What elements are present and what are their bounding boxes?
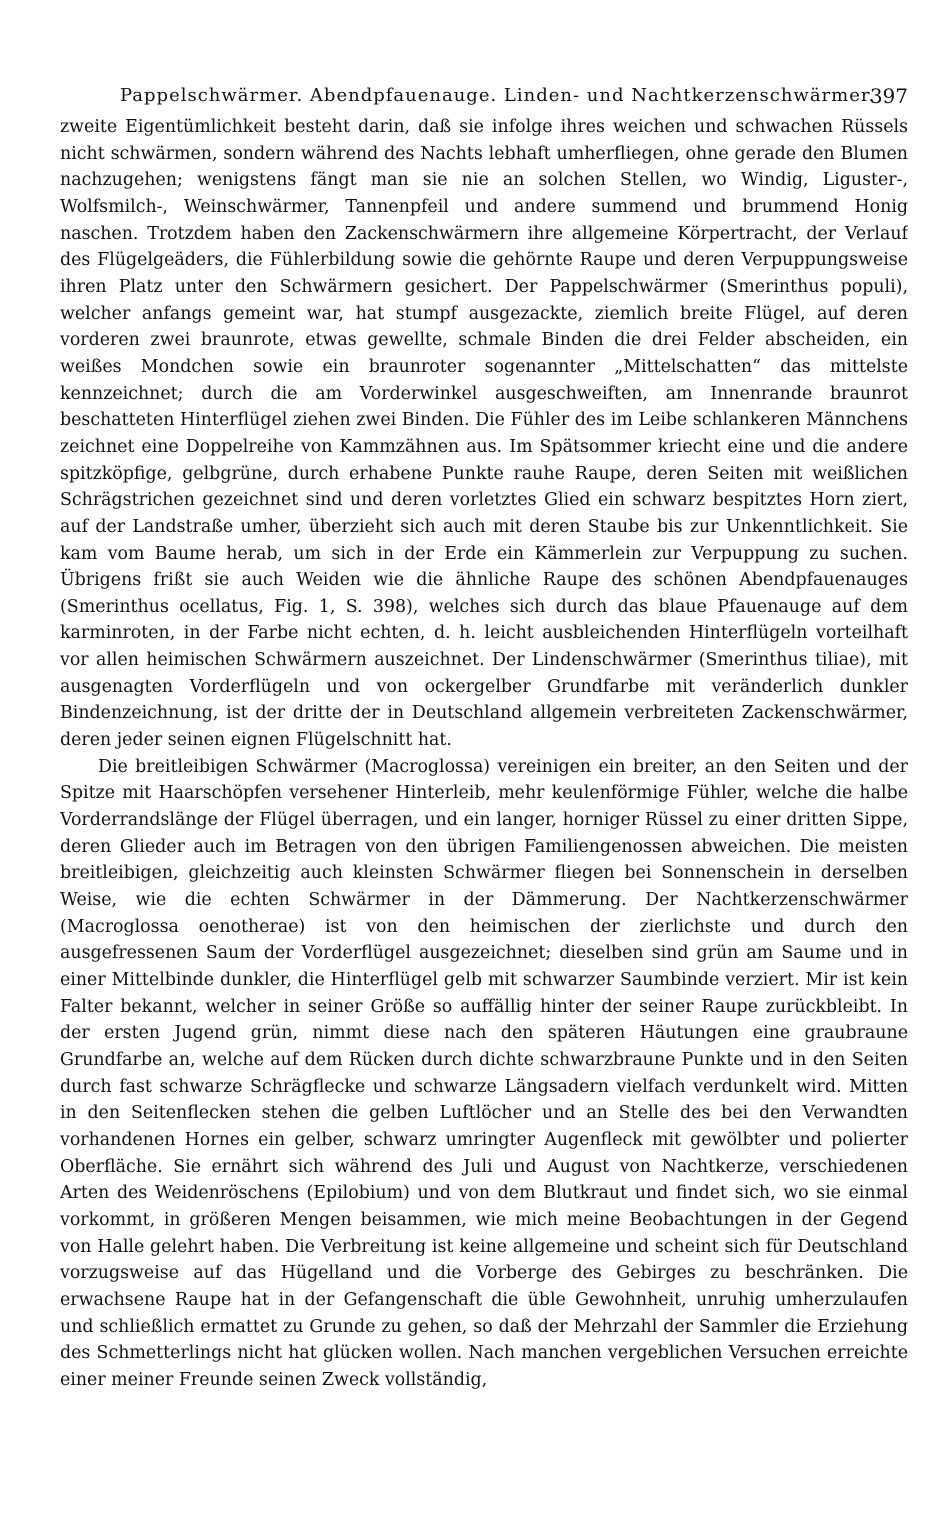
paragraph-macroglossa: Die breitleibigen Schwärmer (Macroglossa) vereinigen ein breiter, an den Seiten und der Spitze mit Haarschöpfen versehener Hinterleib, mehr keulenförmige Fühler, welche die halbe Vorderrandslänge der Flügel überragen, und ein langer, horniger Rüssel zu einer dritten Sippe, deren Glieder auch im Betragen von den übrigen Familiengenossen abweichen. Die meisten breitleibigen, gleichzeitig auch kleinsten Schwärmer fliegen bei Sonnenschein in derselben Weise, wie die echten Schwärmer in der Dämmerung. Der Nachtkerzenschwärmer (Macroglossa oenotherae) ist von den heimischen der zierlichste und durch den ausgefressenen Saum der Vorderflügel ausgezeichnet; dieselben sind grün am Saume und in einer Mittelbinde dunkler, die Hinterflügel gelb mit schwarzer Saumbinde verziert. Mir ist kein Falter bekannt, welcher in seiner Größe so auffällig hinter der seiner Raupe zurückbleibt. In der ersten Jugend grün, nimmt diese nach den späteren Häutungen eine graubraune Grundfarbe an, welche auf dem Rücken durch dichte schwarzbraune Punkte und in den Seiten durch fast schwarze Schrägflecke und schwarze Längsadern vielfach verdunkelt wird. Mitten in den Seitenflecken stehen die gelben Luftlöcher und an Stelle des bei den Verwandten vorhandenen Hornes ein gelber, schwarz umringter Augenfleck mit gewölbter und polierter Oberfläche. Sie ernährt sich während des Juli und August von Nachtkerze, verschiedenen Arten des Weidenröschens (Epilobium) und von dem Blutkraut und findet sich, wo sie einmal vorkommt, in größeren Mengen beisammen, wie mich meine Beobachtungen in der Gegend von Halle gelehrt haben. Die Verbreitung ist keine allgemeine und scheint sich für Deutschland vorzugsweise auf das Hügelland und die Vorberge des Gebirges zu beschränken. Die erwachsene Raupe hat in der Gefangenschaft die üble Gewohnheit, unruhig umherzulaufen und schließlich ermattet zu Grunde zu gehen, so daß der Mehrzahl der Sammler die Erziehung des Schmetterlings nicht hat glücken wollen. Nach manchen vergeblichen Versuchen erreichte einer meiner Freunde seinen Zweck vollständig, xyxy=(60,756,908,1390)
body-text xyxy=(60,114,908,1394)
running-head xyxy=(60,78,908,114)
paragraph-continued: zweite Eigentümlichkeit besteht darin, daß sie infolge ihres weichen und schwachen Rüssels nicht schwärmen, sondern während des Nachts lebhaft umherfliegen, ohne gerade den Blumen nachzugehen; wenigstens fängt man sie nie an solchen Stellen, wo Windig, Liguster-, Wolfsmilch-, Weinschwärmer, Tannenpfeil und andere summend und brummend Honig naschen. Trotzdem haben den Zackenschwärmern ihre allgemeine Körpertracht, der Verlauf des Flügelgeäders, die Fühlerbildung sowie die gehörnte Raupe und deren Verpuppungsweise ihren Platz unter den Schwärmern gesichert. Der Pappelschwärmer (Smerinthus populi), welcher anfangs gemeint war, hat stumpf ausgezackte, ziemlich breite Flügel, auf deren vorderen zwei braunrote, etwas gewellte, schmale Binden die drei Felder abscheiden, ein weißes Mondchen sowie ein braunroter sogenannter „Mittelschatten“ das mittelste kennzeichnet; durch die am Vorderwinkel ausgeschweiften, am Innenrande braunrot beschatteten Hinterflügel ziehen zwei Binden. Die Fühler des im Leibe schlankeren Männchens zeichnet eine Doppelreihe von Kammzähnen aus. Im Spätsommer kriecht eine und die andere spitzköpfige, gelbgrüne, durch erhabene Punkte rauhe Raupe, deren Seiten mit weißlichen Schrägstrichen gezeichnet sind und deren vorletztes Glied ein schwarz bespitztes Horn ziert, auf der Landstraße umher, überzieht sich auch mit deren Staube bis zur Unkenntlichkeit. Sie kam vom Baume herab, um sich in der Erde ein Kämmerlein zur Verpuppung zu suchen. Übrigens frißt sie auch Weiden wie die ähnliche Raupe des schönen Abendpfauenauges (Smerinthus ocellatus, Fig. 1, S. 398), welches sich durch das blaue Pfauenauge auf dem karminroten, in der Farbe nicht echten, d. h. leicht ausbleichenden Hinterflügeln vorteilhaft vor allen heimischen Schwärmern auszeichnet. Der Lindenschwärmer (Smerinthus tiliae), mit ausgenagten Vorderflügeln und von ockergelber Grundfarbe mit veränderlich dunkler Bindenzeichnung, ist der dritte der in Deutschland allgemein verbreiteten Zackenschwärmer, deren jeder seinen eignen Flügelschnitt hat. xyxy=(60,117,908,751)
book-page xyxy=(60,78,908,1518)
running-head-title: Pappelschwärmer. Abendpfauenauge. Linden- und Nachtkerzenschwärmer. xyxy=(120,85,876,106)
page-number: 397 xyxy=(869,84,908,108)
